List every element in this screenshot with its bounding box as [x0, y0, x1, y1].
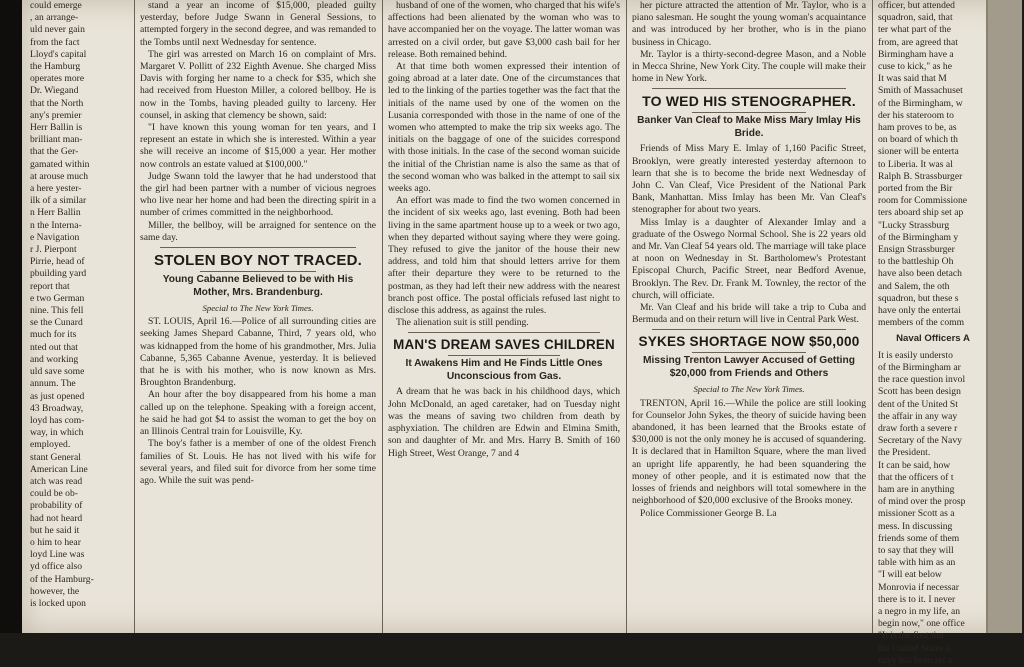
headline-mans-dream: MAN'S DREAM SAVES CHILDREN	[393, 337, 615, 353]
paragraph: An hour after the boy disappeared from his home a man called up on the telephone. Speaking with a foreign accent, he said he had got $4 to assist the woman to get the boy on an Illinois Central train for Louisville, Ky.	[140, 389, 376, 438]
text-line: Ensign Strassburger	[878, 244, 955, 256]
text-line: to Liberia. It was al	[878, 158, 953, 170]
paragraph: her picture attracted the attention of Mr. Taylor, who is a piano salesman. He sought the young woman's acquaintance and was introduced by her brother, who is in the piano business in Chicago.	[632, 0, 866, 48]
subhead-mans-dream: It Awakens Him and He Finds Little Ones Unconscious from Gas.	[405, 358, 603, 382]
text-line: ham are in anything	[878, 483, 955, 495]
text-line: of the Birmingham, w	[878, 97, 963, 109]
text-line: the Hamburg	[30, 61, 81, 73]
text-line: annum. The	[30, 378, 76, 390]
text-line: ilk of a similar	[30, 195, 87, 207]
text-line: 43 Broadway,	[30, 402, 84, 414]
text-line: Lloyd's capital	[30, 48, 87, 60]
text-line: sioner will be enterta	[878, 146, 959, 158]
text-line: of mind over the prosp	[878, 496, 966, 508]
text-line: could be ob-	[30, 488, 78, 500]
column-rule	[626, 0, 627, 633]
text-line: missioner Scott as a	[878, 508, 955, 520]
text-line: ter what part of the	[878, 24, 951, 36]
text-line: It can be said, how	[878, 459, 951, 471]
text-line: could emerge	[30, 0, 82, 11]
text-line: n Herr Ballin	[30, 207, 81, 219]
text-line: that the North	[30, 97, 84, 109]
subhead-stenographer: Banker Van Cleaf to Make Miss Mary Imlay His Bride.	[637, 115, 861, 139]
text-line: dent of the United St	[878, 398, 958, 410]
dateline-special: Special to The New York Times.	[693, 384, 805, 395]
separator	[652, 88, 846, 89]
text-line: of the Birmingham y	[878, 231, 959, 243]
text-line: e Navigation	[30, 231, 80, 243]
text-line: draw forth a severe r	[878, 422, 958, 434]
text-line: loyd Line was	[30, 549, 85, 561]
text-line: room for Commissione	[878, 195, 968, 207]
text-line: that the officers of t	[878, 471, 954, 483]
text-line: atch was read	[30, 475, 83, 487]
text-line: but he said it	[30, 524, 80, 536]
text-line: any's premier	[30, 109, 82, 121]
separator	[652, 329, 846, 330]
newspaper-page	[22, 0, 1022, 666]
text-line: stant General	[30, 451, 81, 463]
text-line: brilliant man-	[30, 134, 83, 146]
subhead-sykes-shortage: Missing Trenton Lawyer Accused of Getting $20,000 from Friends and Others	[643, 355, 855, 379]
separator	[692, 352, 806, 353]
text-line: much for its	[30, 329, 77, 341]
text-line: on board of which th	[878, 134, 958, 146]
text-line: yd office also	[30, 561, 83, 573]
text-line: have only the entertai	[878, 305, 961, 317]
paragraph: ST. LOUIS, April 16.—Police of all surrounding cities are seeking James Shepard Cabanne, Third, 7 years old, who was kidnapped from the home of his grandmother, Mrs. Julia Cabanne, 5,365 Cabanne Avenue, yesterday. It is believed that he is with his mother, who is now known as Mrs. Broughton Brandenburg.	[140, 316, 376, 389]
paragraph: Judge Swann told the lawyer that he had understood that the girl had been partner with a number of vicious negroes who live near her home and had been the directing spirit in a number of crimes committed in the neighborhood.	[140, 170, 376, 219]
headline-stenographer: TO WED HIS STENOGRAPHER.	[642, 93, 856, 110]
paragraph: Miss Imlay is a daughter of Alexander Imlay and a graduate of the Oswego Normal School. She is 22 years old and Mr. Van Cleaf 54 years old. The marriage will take place at noon on Wednesday in St. Bartholomew's Protestant Episcopal Church, Pacific Street, near Bedford Avenue, Brooklyn. The Rev. Dr. Frank M. Townley, the rector of the church, will officiate.	[632, 216, 866, 301]
text-line: der his stateroom to	[878, 109, 954, 121]
paragraph: stand a year an income of $15,000, pleaded guilty yesterday, before Judge Swann in General Sessions, to attempted forgery in the second degree, and was remanded to the Tombs until next Wednesday for sentence.	[140, 0, 376, 48]
text-line: Birmingham have a	[878, 48, 954, 60]
subhead-stolen-boy: Young Cabanne Believed to be with His Mother, Mrs. Brandenburg.	[162, 274, 354, 298]
article-continuation-forgery	[140, 0, 376, 244]
text-line: at arouse much	[30, 170, 89, 182]
paragraph: "I have known this young woman for ten years, and I represent an estate in which she is interested. Within a year she will receive an income of $15,000 a year. Her mother now controls an estate valued at $100,000."	[140, 122, 376, 170]
paragraph: Friends of Miss Mary E. Imlay of 1,160 Pacific Street, Brooklyn, were greatly interested yesterday afternoon to learn that she is to become the bride next Wednesday of John C. Van Cleaf, Vice President of the National Park Bank, Manhattan. Miss Imlay has been Mr. Van Cleaf's stenographer for about two years.	[632, 143, 866, 216]
text-line: that the Ger-	[30, 146, 79, 158]
text-line: nted out that	[30, 341, 78, 353]
text-line: Ralph B. Strassburger	[878, 170, 963, 182]
separator	[160, 247, 356, 248]
text-line: "It is the first tim	[878, 630, 944, 642]
text-line: from, are agreed that	[878, 36, 958, 48]
column-1	[30, 0, 130, 633]
paragraph: Mr. Taylor is a thirty-second-degree Mason, and a Noble in Mecca Shrine, New York City. The couple will make their home in New York.	[632, 48, 866, 85]
text-line: nine. This fell	[30, 305, 84, 317]
text-line: , an arrange-	[30, 12, 79, 24]
text-line: and Salem, the oth	[878, 280, 950, 292]
text-line: American Line	[30, 463, 88, 475]
paragraph: TRENTON, April 16.—While the police are still looking for Counselor John Sykes, the theory of suicide having been abandoned, it has been learned that the Brooks estate of $30,000 is not the only money he is accused of squandering. It is declared that in Hamilton Square, where the man lived an upright life apparently, he had been squandering the money of other people, and it is estimated now that the losses of friends and neighbors will total somewhere in the neighborhood of $20,000 exclusive of the Brooks money.	[632, 397, 866, 507]
article-stolen-boy	[140, 316, 376, 487]
text-line: as just opened	[30, 390, 85, 402]
text-line: Monrovia if necessar	[878, 581, 959, 593]
paragraph: The boy's father is a member of one of the oldest French families of St. Louis. He has not lived with his wife for several years, and filed suit for divorce from her some time ago. While the suit was pend-	[140, 438, 376, 486]
text-line: Herr Ballin is	[30, 122, 83, 134]
text-line: Smith of Massachuset	[878, 85, 963, 97]
text-line: ters aboard ship set ap	[878, 207, 964, 219]
text-line: operates more	[30, 73, 85, 85]
headline-stolen-boy: STOLEN BOY NOT TRACED.	[153, 252, 363, 270]
text-line: "I will eat below	[878, 569, 942, 581]
dateline-special: Special to The New York Times.	[202, 303, 314, 314]
article-naval-officers-top	[878, 0, 988, 329]
text-line: "Lucky Strassburg	[878, 219, 950, 231]
article-naval-officers	[878, 350, 988, 667]
paragraph: A dream that he was back in his childhood days, which John McDonald, an aged caretaker, had on Tuesday night was the means of saving two children from death by asphyxiation. The children are Edwin and Elmina Smith, son and daughter of Mr. and Mrs. Harry B. Smith of 160 High Street, West Orange, 7 and 4	[388, 386, 620, 459]
paragraph: Mr. Van Cleaf and his bride will take a trip to Cuba and Bermuda and on their return will live in Central Park West.	[632, 302, 866, 326]
text-line: navy has been set a	[878, 654, 953, 666]
text-line: the President.	[878, 447, 931, 459]
text-line: from the fact	[30, 36, 80, 48]
text-line: a here yester-	[30, 183, 82, 195]
column-2	[140, 0, 376, 633]
text-line: had not heard	[30, 512, 83, 524]
column-5	[878, 0, 988, 666]
text-line: gamated within	[30, 158, 90, 170]
text-line: friends some of them	[878, 532, 960, 544]
text-line: n the Interna-	[30, 219, 82, 231]
separator	[692, 112, 806, 113]
headline-sykes-shortage: SYKES SHORTAGE NOW $50,000	[638, 334, 860, 350]
text-line: cuse to kick," as he	[878, 61, 952, 73]
text-line: to the battleship Oh	[878, 256, 954, 268]
headline-naval-officers: Naval Officers A	[896, 333, 970, 345]
article-stenographer	[632, 143, 866, 326]
text-line: Pirrie, head of	[30, 256, 85, 268]
text-line: is locked upon	[30, 597, 86, 609]
paragraph: husband of one of the women, who charged that his wife's affections had been alienated by the woman who was to have accompanied her on the voyage. The latter woman was arrested on a civil order, but gave $3,000 cash bail for her release. Both remained behind.	[388, 0, 620, 60]
article-continuation-taylor	[632, 0, 866, 85]
text-line: begin now," one office	[878, 618, 965, 630]
text-line: Scott has been design	[878, 386, 961, 398]
paragraph: The alienation suit is still pending.	[396, 317, 529, 329]
text-line: Dr. Wiegand	[30, 85, 79, 97]
text-line: there is to it. I never	[878, 593, 956, 605]
separator	[408, 332, 600, 333]
text-line: the race question invol	[878, 374, 966, 386]
text-line: It is easily understo	[878, 349, 953, 361]
text-line: however, the	[30, 585, 80, 597]
text-line: uld never gain	[30, 24, 85, 36]
paragraph: Miller, the bellboy, will be arraigned for sentence on the same day.	[140, 219, 376, 243]
text-line: uld save some	[30, 366, 85, 378]
text-line: and working	[30, 353, 79, 365]
column-rule	[872, 0, 873, 633]
separator	[200, 271, 316, 272]
text-line: squadron, but these s	[878, 292, 959, 304]
paragraph: The girl was arrested on March 16 on complaint of Mrs. Margaret V. Pollitt of 232 Eighth Avenue. She charged Miss Davis with forging her name to a check for $35, which she had received from Hueston Miller, a colored bellboy. He is now in the Tombs, having pleaded guilty to larceny. Her counsel, in asking that clemency be shown, said:	[140, 48, 376, 121]
article-continuation-suicides	[388, 0, 620, 329]
text-line: loyd has com-	[30, 414, 85, 426]
text-line: mess. In discussing	[878, 520, 953, 532]
column-rule	[382, 0, 383, 633]
paragraph: Police Commissioner George B. La	[640, 507, 777, 519]
article-mans-dream	[388, 386, 620, 459]
text-line: officer, but attended	[878, 0, 955, 11]
column-rule	[134, 0, 135, 633]
column-3	[388, 0, 620, 633]
text-line: of the Birmingham ar	[878, 361, 961, 373]
text-line: have also been detach	[878, 268, 962, 280]
text-line: se the Cunard	[30, 317, 83, 329]
scan-left-border	[0, 0, 22, 633]
separator	[448, 355, 560, 356]
text-line: the affair in any way	[878, 410, 958, 422]
text-line: the United States h	[878, 642, 951, 654]
scan-right-border	[986, 0, 1022, 633]
text-line: report that	[30, 280, 70, 292]
text-line: o him to hear	[30, 536, 81, 548]
text-line: employed.	[30, 439, 71, 451]
column-4	[632, 0, 866, 633]
text-line: r J. Pierpont	[30, 244, 77, 256]
paragraph: An effort was made to find the two women concerned in the incident of six weeks ago, last evening. Both had been living in the same apartment house up to a week or two ago, when they departed without saying where they were going. They refused to give the janitor of the house their new address, and told him that should letters arrive for them after their departure they were to be returned to the postman, as they had left their new address with the nearest branch post office. The postal officials refused last night to disclose this address, as against the rules.	[388, 195, 620, 317]
text-line: a negro in my life, an	[878, 605, 961, 617]
article-sykes-shortage	[632, 398, 866, 520]
text-line: of the Hamburg-	[30, 573, 94, 585]
text-line: members of the comm	[878, 317, 965, 329]
text-line: It was said that M	[878, 73, 947, 85]
text-line: to say that they will	[878, 544, 954, 556]
text-line: table with him as an	[878, 557, 956, 569]
text-line: e two German	[30, 292, 85, 304]
text-line: Secretary of the Navy	[878, 435, 962, 447]
text-line: way, in which	[30, 427, 84, 439]
text-line: probability of	[30, 500, 83, 512]
text-line: squadron, said, that	[878, 12, 953, 24]
paragraph: At that time both women expressed their intention of going abroad at a later date. One of the circumstances that led to the linking of the parties together was the fact that the initials of the name used by one of the women on the Lusania corresponded with those in the name of one of the women who attempted to make the trip six weeks ago. The initials on the baggage of one of the suicides correspond with those initials. In the case of the second woman suicide the initial of the Christian name is also the same as that of the second woman who was balked in the attempt to sail six weeks ago.	[388, 61, 620, 195]
text-line: ham proves to be, as	[878, 122, 957, 134]
text-line: pbuilding yard	[30, 268, 87, 280]
text-line: ported from the Bir	[878, 183, 953, 195]
